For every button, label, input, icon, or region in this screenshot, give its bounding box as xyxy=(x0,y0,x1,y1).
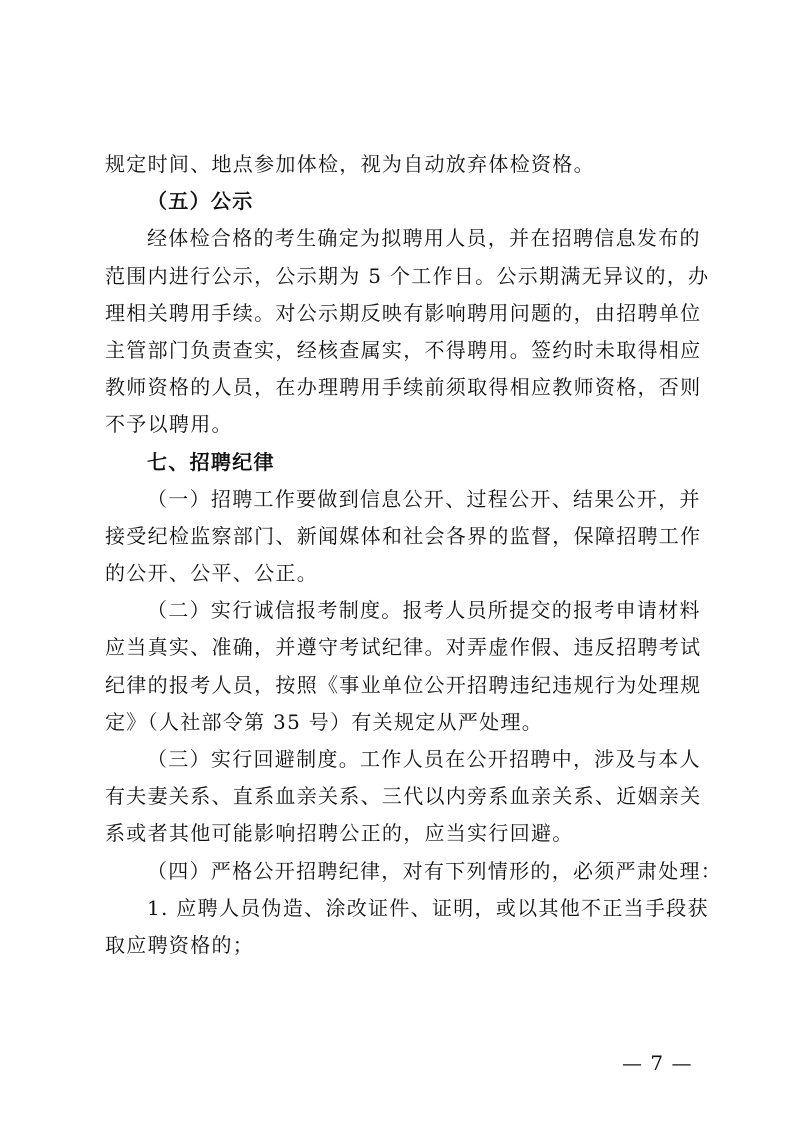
page-number: — 7 — xyxy=(622,1051,693,1075)
paragraph-line: 教师资格的人员，在办理聘用手续前须取得相应教师资格，否则 xyxy=(105,375,702,400)
paragraph-line: 系或者其他可能影响招聘公正的，应当实行回避。 xyxy=(105,821,574,846)
paragraph-line: 应当真实、准确，并遵守考试纪律。对弄虚作假、违反招聘考试 xyxy=(105,635,702,660)
paragraph-line: （一）招聘工作要做到信息公开、过程公开、结果公开，并 xyxy=(147,486,701,511)
paragraph-line: 1. 应聘人员伪造、涂改证件、证明，或以其他不正当手段获 xyxy=(147,895,709,920)
section-heading-recruitment-discipline: 七、招聘纪律 xyxy=(147,449,275,474)
paragraph-line: （三）实行回避制度。工作人员在公开招聘中，涉及与本人 xyxy=(147,747,701,771)
paragraph-line: 不予以聘用。 xyxy=(105,412,233,437)
paragraph-line: 规定时间、地点参加体检，视为自动放弃体检资格。 xyxy=(105,152,595,176)
paragraph-line: 纪律的报考人员，按照《事业单位公开招聘违纪违规行为处理规 xyxy=(105,672,702,697)
paragraph-line: 取应聘资格的； xyxy=(105,932,255,957)
paragraph-line: 定》（人社部令第 35 号）有关规定从严处理。 xyxy=(105,709,544,734)
section-heading-publicity: （五）公示 xyxy=(147,189,254,214)
paragraph-line: 有夫妻关系、直系血亲关系、三代以内旁系血亲关系、近姻亲关 xyxy=(105,784,702,809)
paragraph-line: 接受纪检监察部门、新闻媒体和社会各界的监督，保障招聘工作 xyxy=(105,523,702,548)
paragraph-line: 经体检合格的考生确定为拟聘用人员，并在招聘信息发布的 xyxy=(147,226,701,251)
paragraph-line: 范围内进行公示，公示期为 5 个工作日。公示期满无异议的，办 xyxy=(105,263,710,288)
paragraph-line: （二）实行诚信报考制度。报考人员所提交的报考申请材料 xyxy=(147,598,701,623)
document-body xyxy=(105,146,723,964)
paragraph-line: 理相关聘用手续。对公示期反映有影响聘用问题的，由招聘单位 xyxy=(105,300,702,325)
paragraph-line: 的公开、公平、公正。 xyxy=(105,561,318,586)
paragraph-line: 主管部门负责查实，经核查属实，不得聘用。签约时未取得相应 xyxy=(105,337,702,362)
paragraph-line: （四）严格公开招聘纪律，对有下列情形的，必须严肃处理： xyxy=(147,858,723,883)
